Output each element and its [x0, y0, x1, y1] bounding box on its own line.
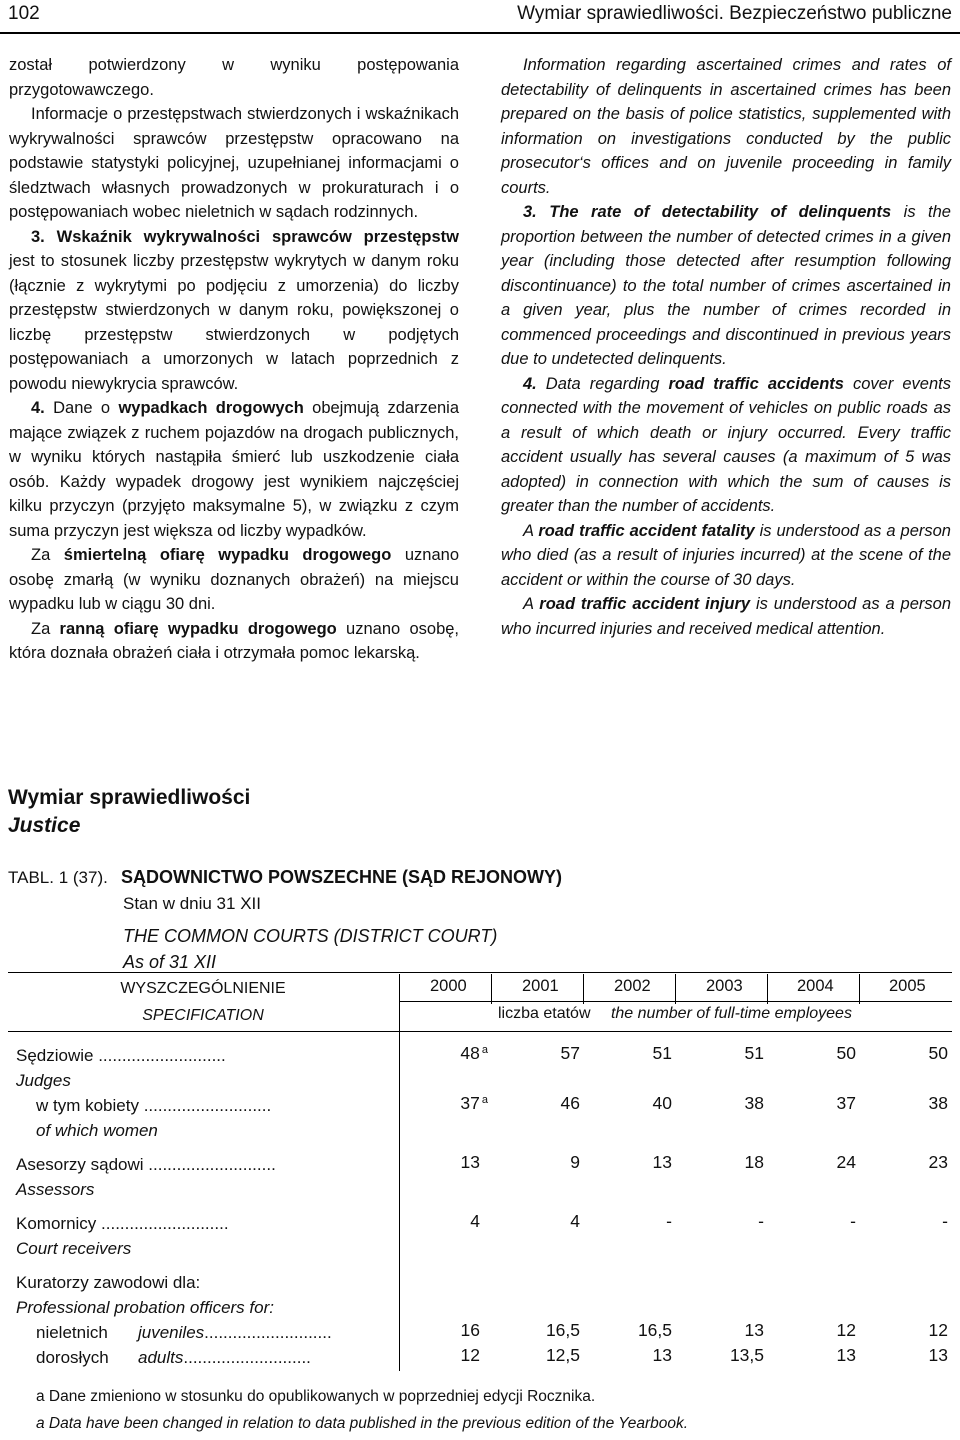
row-dots: ...........................: [183, 1348, 311, 1367]
section-title-en: Justice: [8, 814, 81, 837]
paragraph: Information regarding ascertained crimes and rates of detectability of delinquents in ascertained crimes has been prepared on the basis of police statistics, supplemented with information on investigations conducted by the public prosecutor‘s offices and on juvenile proceeding in family courts.: [501, 56, 951, 197]
table-cell: 16: [460, 1320, 480, 1340]
spec-header-en: SPECIFICATION: [142, 1007, 264, 1024]
paragraph: 3. The rate of detectability of delinquents is the proportion between the number of detected crimes in a given year (including those detected after resumption following discontinuance) to the total number of crimes ascertained in a given year, plus the number of crimes recorded in commenced proceedings and discontinued in previous years due to undetected delinquents.: [501, 203, 951, 368]
table-cell: 38: [928, 1093, 948, 1113]
table-cell: 37 $^a$: [460, 1093, 488, 1113]
row-label-en: of which women: [36, 1121, 158, 1140]
table-cell: -: [850, 1211, 856, 1231]
table-cell: 46: [560, 1093, 580, 1113]
table-cell: 13: [460, 1152, 480, 1172]
row-label-en: adults: [138, 1348, 184, 1367]
paragraph: Informacje o przestępstwach stwierdzonych i wskaźnikach wykrywalności sprawców przestępstw opracowano na podstawie statystyki policyjnej, uzupełnianej informacjami o śledztwach własnych prowadzonych w prokuraturach i o postępowaniach wobec nieletnich w sądach rodzinnych.: [9, 105, 459, 221]
paragraph: 4. Dane o wypadkach drogowych obejmują zdarzenia mające związek z ruchem pojazdów na drogach publicznych, w wyniku których nastąpiła śmierć lub uszkodzenie ciała osób. Każdy wypadek drogowy jest wynikiem najczęściej kilku przyczyn (przyjęto maksymalne 5), w związku z czym suma przyczyn jest większa od liczby wypadków.: [9, 399, 460, 540]
page-number: 102: [8, 3, 40, 24]
year-divider: [767, 974, 768, 1004]
table-cell: 16,5: [637, 1320, 672, 1340]
year-header: 2001: [522, 977, 559, 995]
table-row: [16, 1043, 226, 1093]
table-header-rule: [8, 1031, 952, 1032]
table-row: [36, 1345, 311, 1370]
table-column-divider: [399, 974, 400, 1371]
table-cell: 57: [560, 1043, 580, 1063]
paragraph: A road traffic accident injury is understood as a person who incurred injuries and received medical attention.: [501, 595, 951, 638]
table-cell: 51: [652, 1043, 672, 1063]
table-subtitle-en: As of 31 XII: [123, 952, 217, 972]
section-heading: [8, 784, 250, 840]
row-label-pl: Kuratorzy zawodowi dla:: [16, 1273, 201, 1292]
paragraph: 3. Wskaźnik wykrywalności sprawców przestępstw jest to stosunek liczby przestępstw wykrytych w danym roku (łącznie z wykrytymi po podjęciu z umorzenia) do liczby przestępstw stwierdzonych w danym roku, powiększonej o liczbę przestępstw stwierdzonych w podjętych postępowaniach a umorzonych w latach poprzednich z powodu niewykrycia sprawców.: [9, 227, 459, 393]
year-header: 2003: [706, 977, 743, 995]
row-label-en: Assessors: [16, 1180, 95, 1199]
table-cell: 13,5: [729, 1345, 764, 1365]
year-header: 2005: [889, 977, 926, 995]
table-subtitle-pl: Stan w dniu 31 XII: [123, 894, 261, 913]
table-cell: 13: [836, 1345, 856, 1365]
right-column-english: [501, 53, 951, 641]
table-cell: 51: [744, 1043, 764, 1063]
row-label-pl: Sędziowie ...........................: [16, 1046, 226, 1065]
table-cell: 24: [836, 1152, 856, 1172]
table-cell: 4: [570, 1211, 580, 1231]
year-divider: [859, 974, 860, 1004]
row-label-pl: dorosłych: [36, 1348, 109, 1367]
table-cell: -: [758, 1211, 764, 1231]
table-cell: 9: [570, 1152, 580, 1172]
table-cell: 12: [928, 1320, 948, 1340]
table-cell: 23: [928, 1152, 948, 1172]
table-cell: 16,5: [545, 1320, 580, 1340]
spec-header-pl: WYSZCZEGÓLNIENIE: [120, 980, 286, 997]
row-dots: ...........................: [204, 1323, 332, 1342]
footnote-en: a Data have been changed in relation to data published in the previous edition of the Yearbook.: [36, 1415, 689, 1432]
row-label-pl: Komornicy ...........................: [16, 1214, 229, 1233]
footnote-marker: a: [481, 1094, 488, 1106]
table-cell: 37: [836, 1093, 856, 1113]
row-label-en: juveniles: [138, 1323, 205, 1342]
table-cell: -: [666, 1211, 672, 1231]
row-label-en: Professional probation officers for:: [16, 1298, 274, 1317]
row-label-pl: w tym kobiety ...........................: [36, 1096, 272, 1115]
table-caption: [8, 864, 562, 975]
table-cell: 13: [652, 1152, 672, 1172]
paragraph: 4. Data regarding road traffic accidents cover events connected with the movement of vehicles on public roads as a result of which death or injury occurred. Every traffic accident usually has several causes (a maximum of 5 was adopted) in connection with which the sum of causes is greater than the number of accidents.: [501, 374, 951, 515]
table-row: [36, 1093, 271, 1143]
table-cell: 13: [928, 1345, 948, 1365]
header-rule: [0, 32, 960, 34]
running-title: Wymiar sprawiedliwości. Bezpieczeństwo publiczne: [517, 3, 952, 24]
row-label-en: Court receivers: [16, 1239, 132, 1258]
table-cell: 50: [928, 1043, 948, 1063]
table-cell: 4: [470, 1211, 480, 1231]
table-cell: 48 $^a$: [460, 1043, 488, 1063]
year-divider: [583, 974, 584, 1004]
year-header: 2002: [614, 977, 651, 995]
table-cell: 12,5: [545, 1345, 580, 1365]
footnote-pl: a Dane zmieniono w stosunku do opublikowanych w poprzedniej edycji Rocznika.: [36, 1388, 596, 1405]
unit-pl: liczba etatów: [498, 1005, 591, 1022]
spec-header: [8, 976, 398, 1028]
table-row: [16, 1211, 229, 1261]
table-cell: 38: [744, 1093, 764, 1113]
paragraph: A road traffic accident fatality is understood as a person who died (as a result of injuries incurred) at the scene of the accident or within the course of 30 days.: [501, 521, 951, 589]
paragraph: został potwierdzony w wyniku postępowania przygotowawczego.: [9, 56, 459, 99]
table-cell: 12: [836, 1320, 856, 1340]
table-row: [16, 1152, 276, 1202]
paragraph: Za śmiertelną ofiarę wypadku drogowego uznano osobę zmarłą (w wyniku doznanych obrażeń) na miejscu wypadku lub w ciągu 30 dni.: [9, 546, 460, 613]
unit-en: the number of full-time employees: [610, 1005, 852, 1022]
table-cell: 13: [652, 1345, 672, 1365]
left-column-polish: [9, 53, 459, 666]
row-label-en: Judges: [16, 1071, 71, 1090]
section-title-pl: Wymiar sprawiedliwości: [8, 786, 251, 809]
table-cell: 12: [460, 1345, 480, 1365]
table-cell: 50: [836, 1043, 856, 1063]
year-header: 2004: [797, 977, 834, 995]
table-row: [16, 1270, 274, 1320]
footnote-marker: a: [481, 1044, 488, 1056]
year-divider: [491, 974, 492, 1004]
table-title-en: THE COMMON COURTS (DISTRICT COURT): [123, 926, 498, 946]
year-header: 2000: [430, 977, 467, 995]
table-cell: 18: [744, 1152, 764, 1172]
row-label-pl: Asesorzy sądowi ...........................: [16, 1155, 276, 1174]
unit-header: [498, 1005, 852, 1023]
page-header: [0, 0, 960, 30]
table-row: [36, 1320, 332, 1345]
table-top-rule: [8, 972, 952, 973]
table-cell: 40: [652, 1093, 672, 1113]
paragraph: Za ranną ofiarę wypadku drogowego uznano osobę, która doznała obrażeń ciała i otrzymała pomoc lekarską.: [9, 619, 460, 662]
row-label-pl: nieletnich: [36, 1323, 108, 1342]
year-divider: [675, 974, 676, 1004]
table-label: TABL. 1 (37).: [8, 868, 108, 887]
table-cell: -: [942, 1211, 948, 1231]
table-cell: 13: [744, 1320, 764, 1340]
table-title-pl: SĄDOWNICTWO POWSZECHNE (SĄD REJONOWY): [121, 867, 562, 887]
